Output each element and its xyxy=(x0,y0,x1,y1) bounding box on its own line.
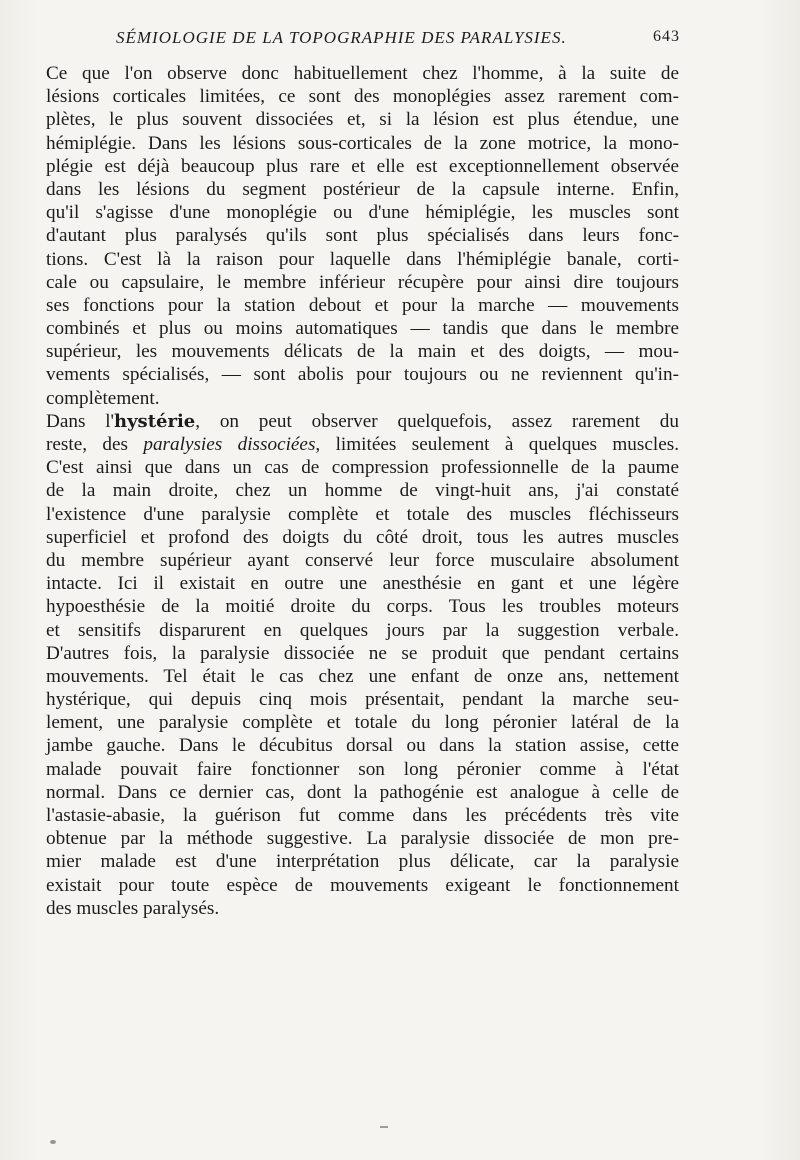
paragraph-2 xyxy=(46,410,679,920)
text-line: supérieur, les mouvements délicats de la main et des doigts, — mou- xyxy=(46,341,679,363)
text-line: hémiplégie. Dans les lésions sous-corticales de la zone motrice, la mono- xyxy=(46,132,679,154)
italic-term: paralysies dissociées xyxy=(143,434,316,455)
text-run: reste, des xyxy=(46,434,144,455)
text-line: malade pouvait faire fonctionner son long péronier comme à l'état xyxy=(46,758,679,780)
ink-speck xyxy=(50,1140,56,1144)
text-line: tions. C'est là la raison pour laquelle dans l'hémiplégie banale, corti- xyxy=(46,248,679,270)
text-line: obtenue par la méthode suggestive. La paralysie dissociée de mon pre- xyxy=(46,828,679,850)
text-line: D'autres fois, la paralysie dissociée ne se produit que pendant certains xyxy=(46,642,679,664)
running-title: SÉMIOLOGIE DE LA TOPOGRAPHIE DES PARALYSIES. xyxy=(116,28,567,47)
text-line: hystérique, qui depuis cinq mois présentait, pendant la marche seu- xyxy=(46,689,679,711)
text-line: dans les lésions du segment postérieur de la capsule interne. Enfin, xyxy=(46,178,679,200)
text-line xyxy=(46,410,679,433)
text-line: qu'il s'agisse d'une monoplégie ou d'une hémiplégie, les muscles sont xyxy=(46,202,679,224)
text-line: mouvements. Tel était le cas chez une enfant de onze ans, nettement xyxy=(46,665,679,687)
text-line: du membre supérieur ayant conservé leur force musculaire absolument xyxy=(46,549,679,571)
text-line: vements spécialisés, — sont abolis pour toujours ou ne reviennent qu'in- xyxy=(46,364,679,386)
text-line: jambe gauche. Dans le décubitus dorsal ou dans la station assise, cette xyxy=(46,735,679,757)
text-run: Dans l' xyxy=(46,410,115,432)
ink-speck xyxy=(380,1126,388,1128)
text-run: , limitées seulement à quelques muscles. xyxy=(315,434,679,455)
running-head xyxy=(116,28,680,52)
text-line: des muscles paralysés. xyxy=(46,897,220,919)
text-line: superficiel et profond des doigts du côté droit, tous les autres muscles xyxy=(46,526,679,548)
text-line: plètes, le plus souvent dissociées et, si la lésion est plus étendue, une xyxy=(46,109,679,131)
text-line: existait pour toute espèce de mouvements exigeant le fonctionnement xyxy=(46,874,679,896)
text-line: d'autant plus paralysés qu'ils sont plus spécialisés dans leurs fonc- xyxy=(46,225,679,247)
text-line: l'existence d'une paralysie complète et totale des muscles fléchisseurs xyxy=(46,503,679,525)
text-line: lement, une paralysie complète et totale du long péronier latéral de la xyxy=(46,712,679,734)
page-number: 643 xyxy=(653,28,680,45)
body-text xyxy=(46,62,679,920)
text-line: combinés et plus ou moins automatiques — tandis que dans le membre xyxy=(46,318,679,340)
text-run: , on peut observer quelquefois, assez rarement du xyxy=(195,410,679,432)
text-line: lésions corticales limitées, ce sont des monoplégies assez rarement com- xyxy=(46,86,679,108)
text-line: complètement. xyxy=(46,387,160,409)
text-line: de la main droite, chez un homme de vingt-huit ans, j'ai constaté xyxy=(46,480,679,502)
text-line: et sensitifs disparurent en quelques jours par la suggestion verbale. xyxy=(46,619,679,641)
text-line: normal. Dans ce dernier cas, dont la pathogénie est analogue à celle de xyxy=(46,781,679,803)
paragraph-1 xyxy=(46,62,679,410)
bold-term: hystérie xyxy=(114,410,196,432)
text-line: mier malade est d'une interprétation plus délicate, car la paralysie xyxy=(46,851,679,873)
text-line: C'est ainsi que dans un cas de compression professionnelle de la paume xyxy=(46,457,679,479)
text-line: cale ou capsulaire, le membre inférieur récupère pour ainsi dire toujours xyxy=(46,271,679,293)
text-line: Ce que l'on observe donc habituellement chez l'homme, à la suite de xyxy=(46,63,679,84)
text-line: hypoesthésie de la moitié droite du corps. Tous les troubles moteurs xyxy=(46,596,679,618)
text-line: plégie est déjà beaucoup plus rare et elle est exceptionnellement observée xyxy=(46,155,679,177)
text-line: intacte. Ici il existait en outre une anesthésie en gant et une légère xyxy=(46,573,679,595)
text-line: ses fonctions pour la station debout et pour la marche — mouvements xyxy=(46,294,679,316)
text-line xyxy=(46,433,679,456)
text-line: l'astasie-abasie, la guérison fut comme dans les précédents très vite xyxy=(46,805,679,826)
